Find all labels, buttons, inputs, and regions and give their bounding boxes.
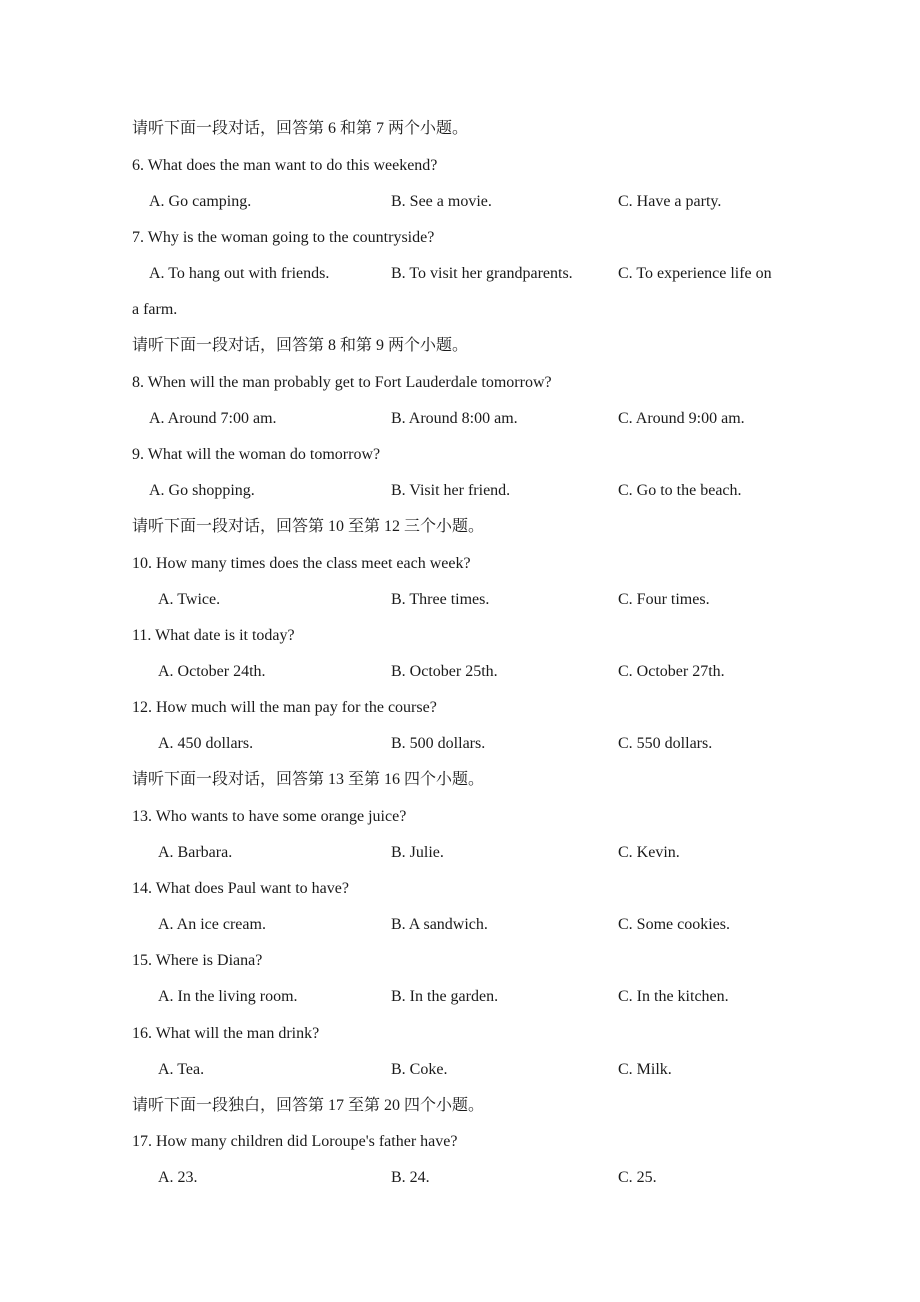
- option-b: B. A sandwich.: [391, 916, 488, 933]
- question-11: 11. What date is it today?: [132, 627, 295, 644]
- question-12: 12. How much will the man pay for the course?: [132, 699, 437, 716]
- question-17: 17. How many children did Loroupe's father have?: [132, 1133, 458, 1150]
- option-a: A. Around 7:00 am.: [149, 410, 277, 427]
- option-b: B. See a movie.: [391, 193, 492, 210]
- option-a: A. To hang out with friends.: [149, 265, 330, 282]
- option-a: A. Tea.: [158, 1061, 205, 1078]
- option-a: A. 450 dollars.: [158, 735, 254, 752]
- option-c: C. Have a party.: [618, 193, 722, 210]
- option-a: A. Barbara.: [158, 844, 233, 861]
- section-instruction: 请听下面一段对话，回答第 8 和第 9 两个小题。: [132, 337, 469, 354]
- question-15: 15. Where is Diana?: [132, 952, 263, 969]
- section-instruction: 请听下面一段独白，回答第 17 至第 20 四个小题。: [132, 1097, 485, 1114]
- option-b: B. Three times.: [391, 591, 490, 608]
- question-6: 6. What does the man want to do this weekend?: [132, 157, 438, 174]
- option-c: C. Four times.: [618, 591, 710, 608]
- question-16: 16. What will the man drink?: [132, 1025, 320, 1042]
- option-a: A. Go shopping.: [149, 482, 255, 499]
- option-a: A. Twice.: [158, 591, 221, 608]
- option-c: C. Kevin.: [618, 844, 680, 861]
- question-9: 9. What will the woman do tomorrow?: [132, 446, 381, 463]
- option-c: C. 25.: [618, 1169, 657, 1186]
- section-instruction: 请听下面一段对话，回答第 6 和第 7 两个小题。: [132, 120, 469, 137]
- option-b: B. 24.: [391, 1169, 430, 1186]
- option-c: C. 550 dollars.: [618, 735, 713, 752]
- question-10: 10. How many times does the class meet each week?: [132, 555, 471, 572]
- option-a: A. An ice cream.: [158, 916, 266, 933]
- option-b: B. To visit her grandparents.: [391, 265, 573, 282]
- option-c: C. Go to the beach.: [618, 482, 742, 499]
- option-a: A. October 24th.: [158, 663, 266, 680]
- option-b: B. Visit her friend.: [391, 482, 511, 499]
- question-14: 14. What does Paul want to have?: [132, 880, 349, 897]
- option-c: C. Some cookies.: [618, 916, 730, 933]
- option-c: C. Milk.: [618, 1061, 672, 1078]
- option-b: B. Around 8:00 am.: [391, 410, 518, 427]
- option-c: C. October 27th.: [618, 663, 725, 680]
- option-c: C. In the kitchen.: [618, 988, 729, 1005]
- option-c: C. Around 9:00 am.: [618, 410, 745, 427]
- option-b: B. 500 dollars.: [391, 735, 486, 752]
- option-c: C. To experience life on: [618, 265, 772, 282]
- section-instruction: 请听下面一段对话，回答第 13 至第 16 四个小题。: [132, 771, 485, 788]
- option-a: A. Go camping.: [149, 193, 252, 210]
- option-b: B. In the garden.: [391, 988, 499, 1005]
- option-b: B. Julie.: [391, 844, 444, 861]
- option-b: B. October 25th.: [391, 663, 498, 680]
- question-8: 8. When will the man probably get to Fort Lauderdale tomorrow?: [132, 374, 552, 391]
- option-b: B. Coke.: [391, 1061, 448, 1078]
- section-instruction: 请听下面一段对话，回答第 10 至第 12 三个小题。: [132, 518, 485, 535]
- option-a: A. 23.: [158, 1169, 198, 1186]
- option-c-continued: a farm.: [132, 301, 178, 318]
- question-7: 7. Why is the woman going to the countryside?: [132, 229, 435, 246]
- option-a: A. In the living room.: [158, 988, 298, 1005]
- question-13: 13. Who wants to have some orange juice?: [132, 808, 407, 825]
